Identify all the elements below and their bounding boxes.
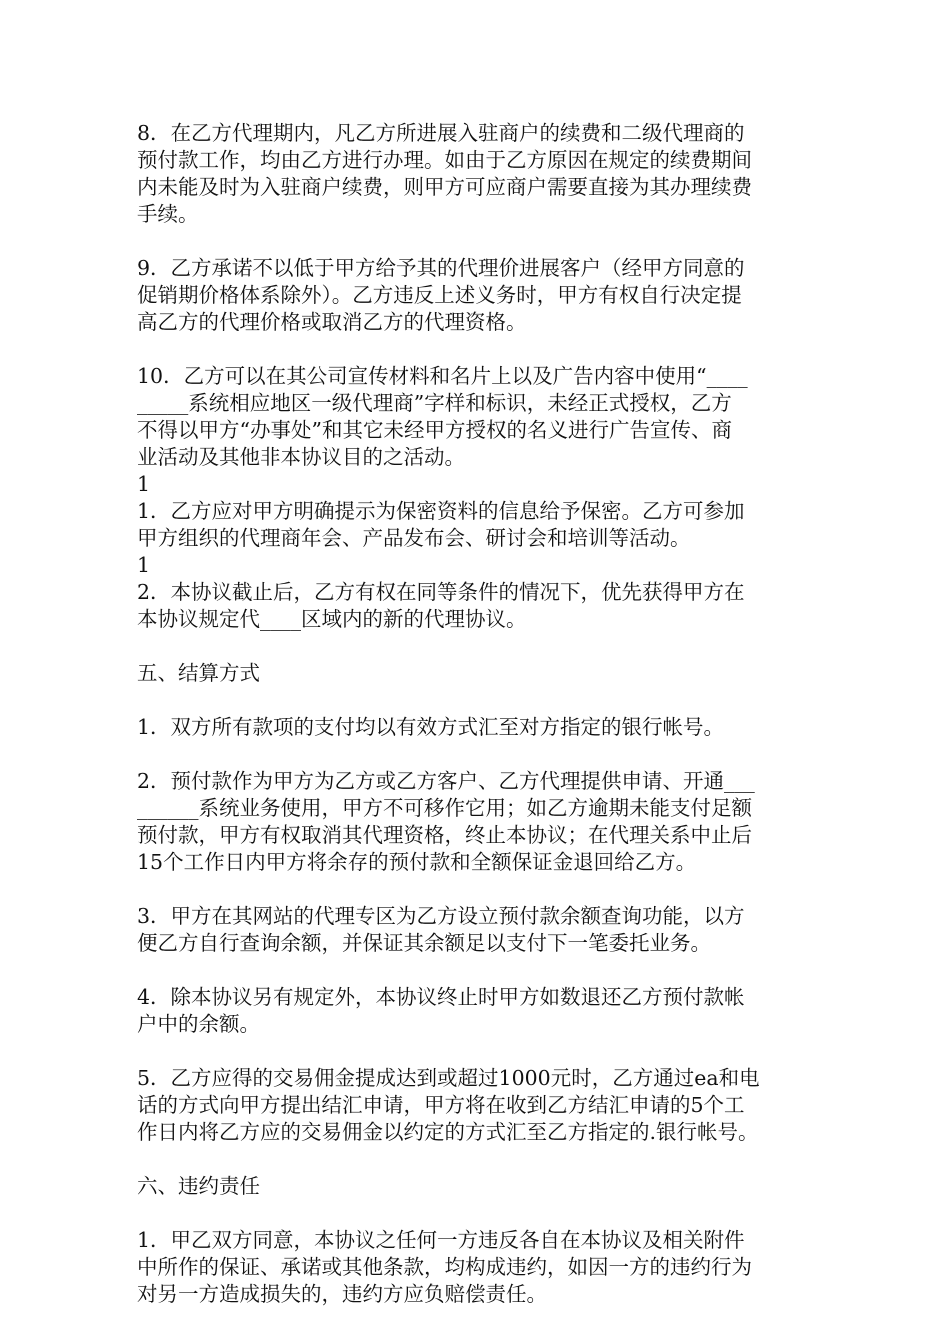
text-line: 话的方式向甲方提出结汇申请，甲方将在收到乙方结汇申请的5个工 [137,1093,745,1117]
text-line: 内未能及时为入驻商户续费，则甲方可应商户需要直接为其办理续费 [137,175,752,199]
section-heading-liability [137,1173,815,1200]
text-line: 甲方组织的代理商年会、产品发布会、研讨会和培训等活动。 [137,526,691,550]
text-line: 1 [137,472,151,496]
text-line: 高乙方的代理价格或取消乙方的代理资格。 [137,310,527,334]
text-line: 1．乙方应对甲方明确提示为保密资料的信息给予保密。乙方可参加 [137,499,745,523]
text-line: 10．乙方可以在其公司宣传材料和名片上以及广告内容中使用“____ [137,364,748,388]
clause-2-priority [137,579,815,633]
liability-clause-1 [137,1227,815,1308]
section-heading-settlement [137,660,815,687]
text-line: 1 [137,553,151,577]
text-line: 4．除本协议另有规定外，本协议终止时甲方如数退还乙方预付款帐 [137,985,745,1009]
text-line: 9．乙方承诺不以低于甲方给予其的代理价进展客户（经甲方同意的 [137,256,745,280]
settlement-clause-5 [137,1065,815,1146]
text-line: 15个工作日内甲方将余存的预付款和全额保证金退回给乙方。 [137,850,697,874]
text-line: 本协议规定代____区域内的新的代理协议。 [137,607,527,631]
text-line: 六、违约责任 [137,1174,260,1198]
clause-10 [137,363,815,471]
text-line: 促销期价格体系除外）。乙方违反上述义务时，甲方有权自行决定提 [137,283,742,307]
text-line: 预付款，甲方有权取消其代理资格，终止本协议；在代理关系中止后 [137,823,752,847]
settlement-clause-1 [137,714,815,741]
text-line: 户中的余额。 [137,1012,260,1036]
text-line: 1．双方所有款项的支付均以有效方式汇至对方指定的银行帐号。 [137,715,725,739]
text-line: 2．本协议截止后，乙方有权在同等条件的情况下，优先获得甲方在 [137,580,745,604]
section-number [137,552,815,579]
clause-1-confidentiality [137,498,815,552]
text-line: 便乙方自行查询余额，并保证其余额足以支付下一笔委托业务。 [137,931,711,955]
text-line: 对另一方造成损失的，违约方应负赔偿责任。 [137,1282,547,1306]
text-line: 2．预付款作为甲方为乙方或乙方客户、乙方代理提供申请、开通___ [137,769,755,793]
text-line: ______系统业务使用，甲方不可移作它用；如乙方逾期未能支付足额 [137,796,752,820]
text-line: 五、结算方式 [137,661,260,685]
text-line: 不得以甲方“办事处”和其它未经甲方授权的名义进行广告宣传、商 [137,418,732,442]
text-line: 中所作的保证、承诺或其他条款，均构成违约，如因一方的违约行为 [137,1255,752,1279]
text-line: _____系统相应地区一级代理商”字样和标识，未经正式授权，乙方 [137,391,732,415]
text-line: 3．甲方在其网站的代理专区为乙方设立预付款余额查询功能，以方 [137,904,745,928]
clause-8 [137,120,815,228]
text-line: 预付款工作，均由乙方进行办理。如由于乙方原因在规定的续费期间 [137,148,752,172]
settlement-clause-2 [137,768,815,876]
text-line: 作日内将乙方应的交易佣金以约定的方式汇至乙方指定的.银行帐号。 [137,1120,759,1144]
text-line: 手续。 [137,202,199,226]
settlement-clause-4 [137,984,815,1038]
text-line: 业活动及其他非本协议目的之活动。 [137,445,465,469]
text-line: 8．在乙方代理期内，凡乙方所进展入驻商户的续费和二级代理商的 [137,121,745,145]
text-line: 1．甲乙双方同意，本协议之任何一方违反各自在本协议及相关附件 [137,1228,745,1252]
document-body [137,120,815,1335]
text-line: 5．乙方应得的交易佣金提成达到或超过1000元时，乙方通过ea和电 [137,1066,760,1090]
settlement-clause-3 [137,903,815,957]
section-number [137,471,815,498]
clause-9 [137,255,815,336]
